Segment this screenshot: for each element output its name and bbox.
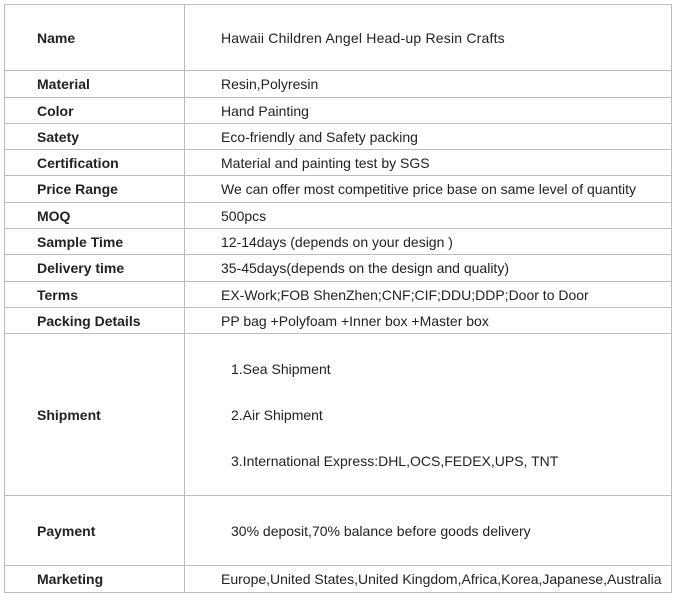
- certification-value: Material and painting test by SGS: [185, 150, 672, 176]
- shipment-line-sea: 1.Sea Shipment: [231, 360, 331, 377]
- sample-time-value: 12-14days (depends on your design ): [185, 229, 672, 255]
- moq-label: MOQ: [5, 203, 185, 229]
- payment-label: Payment: [5, 496, 185, 566]
- material-value: Resin,Polyresin: [185, 71, 672, 98]
- certification-label: Certification: [5, 150, 185, 176]
- delivery-time-value: 35-45days(depends on the design and quality): [185, 255, 672, 282]
- terms-label: Terms: [5, 282, 185, 308]
- color-value: Hand Painting: [185, 98, 672, 124]
- payment-value: 30% deposit,70% balance before goods delivery: [185, 496, 672, 566]
- moq-value: 500pcs: [185, 203, 672, 229]
- table-row: [5, 71, 672, 98]
- price-range-value: We can offer most competitive price base on same level of quantity: [185, 176, 672, 203]
- packing-details-label: Packing Details: [5, 308, 185, 334]
- table-row: [5, 334, 672, 496]
- table-row: [5, 98, 672, 124]
- sample-time-label: Sample Time: [5, 229, 185, 255]
- name-value: Hawaii Children Angel Head-up Resin Crafts: [185, 5, 672, 71]
- product-spec-table: [4, 4, 672, 593]
- table-row: [5, 150, 672, 176]
- shipment-line-express: 3.International Express:DHL,OCS,FEDEX,UPS, TNT: [231, 452, 559, 469]
- terms-value: EX-Work;FOB ShenZhen;CNF;CIF;DDU;DDP;Door to Door: [185, 282, 672, 308]
- table-row: [5, 308, 672, 334]
- marketing-label: Marketing: [5, 566, 185, 593]
- table-row: [5, 203, 672, 229]
- color-label: Color: [5, 98, 185, 124]
- table-row: [5, 176, 672, 203]
- table-row: [5, 496, 672, 566]
- material-label: Material: [5, 71, 185, 98]
- safety-label: Satety: [5, 124, 185, 150]
- table-row: [5, 566, 672, 593]
- marketing-value: Europe,United States,United Kingdom,Africa,Korea,Japanese,Australia: [185, 566, 672, 593]
- safety-value: Eco-friendly and Safety packing: [185, 124, 672, 150]
- price-range-label: Price Range: [5, 176, 185, 203]
- table-row: [5, 282, 672, 308]
- name-label: Name: [5, 5, 185, 71]
- packing-details-value: PP bag +Polyfoam +Inner box +Master box: [185, 308, 672, 334]
- table-row: [5, 255, 672, 282]
- shipment-label: Shipment: [5, 334, 185, 496]
- table-row: [5, 5, 672, 71]
- table-row: [5, 124, 672, 150]
- delivery-time-label: Delivery time: [5, 255, 185, 282]
- table-row: [5, 229, 672, 255]
- shipment-line-air: 2.Air Shipment: [231, 406, 323, 423]
- shipment-value: [185, 334, 672, 496]
